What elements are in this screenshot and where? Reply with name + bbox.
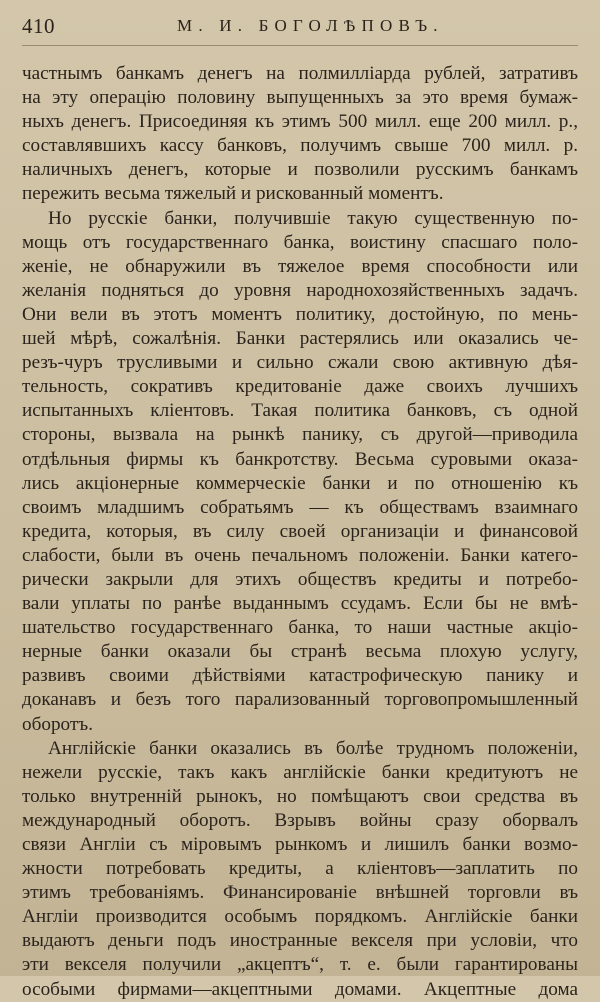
text-line: составлявшихъ кассу банковъ, получимъ свыше 700 милл. р. <box>22 135 578 157</box>
text-line: отдѣльныя фирмы къ банкротству. Весьма суровыми оказа- <box>22 448 578 470</box>
text-line: развивъ своими дѣйствіями катастрофическую панику и <box>22 665 578 687</box>
text-line: наличныхъ денегъ, которые и позволили русскимъ банкамъ <box>22 159 578 181</box>
text-line: частнымъ банкамъ денегъ на полмилліарда рублей, затративъ <box>22 63 578 84</box>
text-line: стороны, вызвала на рынкѣ панику, съ другой—приводила <box>22 424 578 446</box>
text-line: Англійскіе банки оказались въ болѣе трудномъ положеніи, <box>48 737 578 759</box>
text-line: шательство государственнаго банка, то наши частные акціо- <box>22 617 578 639</box>
text-line: связи Англіи съ міровымъ рынкомъ и лишилъ банки возмо- <box>22 834 578 855</box>
text-line: испытанныхъ кліентовъ. Такая политика банковъ, съ одной <box>22 400 578 422</box>
text-line: выдаютъ деньги подъ иностранные векселя при условіи, что <box>22 930 578 952</box>
text-line: Но русскіе банки, получившіе такую существенную по- <box>48 207 578 229</box>
running-head: М. И. БОГОЛѢПОВЪ. <box>177 16 444 35</box>
header-rule <box>22 45 578 46</box>
page-header <box>22 14 582 44</box>
text-line: резъ-чуръ трусливыми и сильно сжали свою активную дѣя- <box>22 352 578 374</box>
text-line: нерные банки оказали бы странѣ весьма плохую услугу, <box>22 641 578 663</box>
body-text <box>22 62 578 1002</box>
text-line: шей мѣрѣ, сожалѣнія. Банки растерялись или оказались че- <box>22 328 578 350</box>
text-line: Они вели въ этотъ моментъ политику, достойную, по мень- <box>22 303 578 325</box>
page-number: 410 <box>22 14 55 38</box>
text-line: слабости, были въ очень печальномъ положеніи. Банки катего- <box>22 544 578 566</box>
text-line: рически закрыли для этихъ обществъ кредиты и потребо- <box>22 568 578 590</box>
text-line: женіе, не обнаружили въ тяжелое время способности или <box>22 255 578 277</box>
text-line: доканавъ и безъ того парализованный торговопромышленный <box>22 689 578 711</box>
text-line: на эту операцію половину выпущенныхъ за это время бумаж- <box>22 87 578 109</box>
text-line: тельность, сокративъ кредитованіе даже своихъ лучшихъ <box>22 376 578 398</box>
text-line: особыми фирмами—акцептными домами. Акцептные дома <box>22 978 578 1000</box>
text-line: пережить весьма тяжелый и рискованный моментъ. <box>22 183 444 205</box>
text-line: кредита, которыя, въ силу своей организаціи и финансовой <box>22 520 578 542</box>
text-line: своимъ младшимъ собратьямъ — къ обществамъ взаимнаго <box>22 496 578 518</box>
text-line: лись акціонерные коммерческіе банки и по отношенію къ <box>22 472 578 494</box>
text-line: жности потребовать кредиты, а кліентовъ—заплатить по <box>22 858 578 880</box>
text-line: этимъ требованіямъ. Финансированіе внѣшней торговли въ <box>22 882 578 904</box>
text-line: Англіи производится особымъ порядкомъ. Англійскіе банки <box>22 906 578 928</box>
text-line: эти векселя получили „акцептъ“, т. е. были гарантированы <box>22 954 578 976</box>
text-line: вали уплаты по ранѣе выданнымъ ссудамъ. Если бы не вмѣ- <box>22 593 578 615</box>
text-line: мощь отъ государственнаго банка, воистину спасшаго поло- <box>22 231 578 253</box>
text-line: желанія подняться до уровня народнохозяйственныхъ задачъ. <box>22 279 578 301</box>
text-line: только внутренній рынокъ, но помѣщаютъ свои средства въ <box>22 785 578 807</box>
text-line: международный оборотъ. Взрывъ войны сразу оборвалъ <box>22 809 578 831</box>
text-line: нежели русскіе, такъ какъ англійскіе банки кредитуютъ не <box>22 761 578 783</box>
text-line: оборотъ. <box>22 713 93 735</box>
text-line: ныхъ денегъ. Присоединяя къ этимъ 500 милл. еще 200 милл. р., <box>22 111 578 133</box>
